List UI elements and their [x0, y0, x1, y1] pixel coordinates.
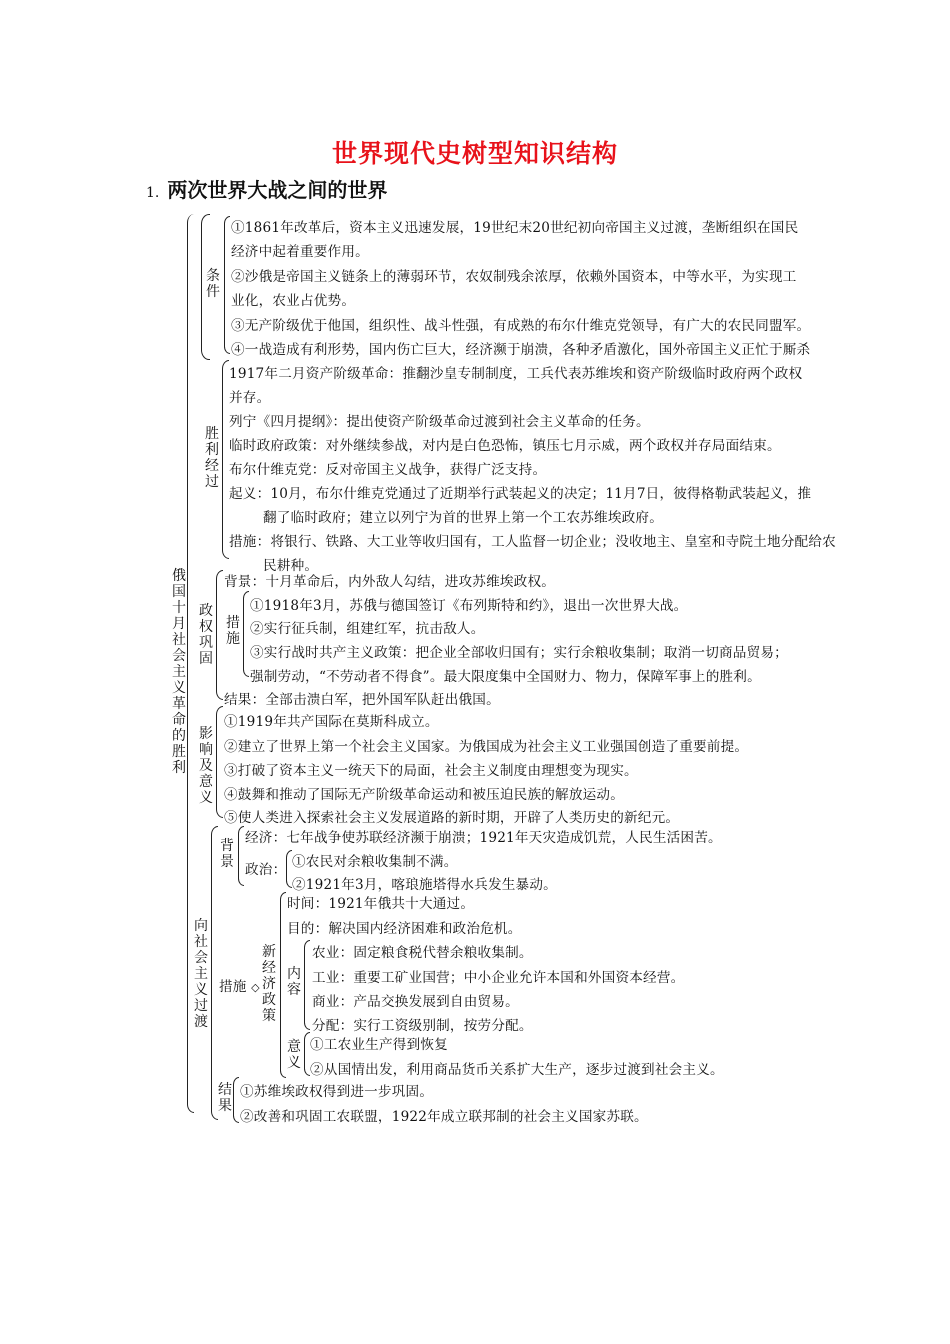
- significance-line-3: ③打破了资本主义一统天下的局面，社会主义制度由理想变为现实。: [224, 763, 638, 779]
- transition-measures-text: 措施: [219, 979, 247, 995]
- victory-line-1: 1917年二月资产阶级革命：推翻沙皇专制制度，工兵代表苏维埃和资产阶级临时政府两个政权: [229, 366, 803, 382]
- nep-meaning-1: ①工农业生产得到恢复: [310, 1037, 448, 1053]
- consolidation-measure-1: ①1918年3月，苏俄与德国签订《布列斯特和约》，退出一次世界大战。: [250, 598, 688, 614]
- conditions-line-4: 业化，农业占优势。: [231, 293, 356, 309]
- nep-meaning-label: 意义: [287, 1039, 301, 1071]
- consolidation-label: 政权巩固: [199, 603, 213, 667]
- victory-line-6: 起义：10月，布尔什维克党通过了近期举行武装起义的决定；11月7日，彼得格勒武装起义，推: [229, 486, 812, 502]
- victory-label: 胜利经过: [205, 426, 219, 490]
- transition-background-bracket: [238, 826, 244, 886]
- arrow-right-icon: ◇: [251, 981, 260, 994]
- conditions-line-2: 经济中起着重要作用。: [231, 244, 369, 260]
- significance-line-2: ②建立了世界上第一个社会主义国家。为俄国成为社会主义工业强国创造了重要前提。: [224, 739, 749, 755]
- nep-content-2: 工业：重要工矿业国营；中小企业允许本国和外国资本经营。: [312, 970, 685, 986]
- transition-result-1: ①苏维埃政权得到进一步巩固。: [240, 1084, 434, 1100]
- significance-line-5: ⑤使人类进入探索社会主义发展道路的新时期，开辟了人类历史的新纪元。: [224, 810, 680, 826]
- nep-content-3: 商业：产品交换发展到自由贸易。: [312, 994, 519, 1010]
- consolidation-background: 背景：十月革命后，内外敌人勾结，进攻苏维埃政权。: [224, 574, 556, 590]
- consolidation-bracket: [216, 570, 223, 700]
- nep-content-label: 内容: [287, 966, 301, 998]
- nep-purpose: 目的：解决国内经济困难和政治危机。: [287, 921, 522, 937]
- transition-background-label: 背景: [220, 838, 234, 870]
- section-number: 1.: [146, 185, 160, 201]
- nep-time: 时间：1921年俄共十大通过。: [287, 896, 475, 912]
- conditions-label: 条件: [206, 268, 220, 300]
- section-heading: [146, 174, 387, 203]
- victory-line-4: 临时政府政策：对外继续参战，对内是白色恐怖，镇压七月示威，两个政权并存局面结束。: [229, 438, 781, 454]
- transition-result-2: ②改善和巩固工农联盟，1922年成立联邦制的社会主义国家苏联。: [240, 1109, 648, 1125]
- transition-bracket: [211, 826, 218, 1120]
- conditions-line-3: ②沙俄是帝国主义链条上的薄弱环节，农奴制残余浓厚，依赖外国资本，中等水平，为实现工: [231, 269, 797, 285]
- transition-measures-label: [219, 975, 260, 995]
- victory-line-8: 措施：将银行、铁路、大工业等收归国有，工人监督一切企业；没收地主、皇室和寺院土地分配给农: [229, 534, 836, 550]
- significance-bracket: [216, 706, 223, 818]
- consolidation-result: 结果：全部击溃白军，把外国军队赶出俄国。: [224, 692, 500, 708]
- transition-politics-1: ①农民对余粮收集制不满。: [292, 854, 458, 870]
- victory-line-9: 民耕种。: [263, 558, 319, 574]
- significance-line-1: ①1919年共产国际在莫斯科成立。: [224, 714, 439, 730]
- page-title: 世界现代史树型知识结构: [331, 139, 618, 168]
- transition-result-label: 结果: [218, 1082, 232, 1114]
- conditions-line-1: ①1861年改革后，资本主义迅速发展，19世纪末20世纪初向帝国主义过渡，垄断组织在国民: [231, 220, 799, 236]
- consolidation-measure-4: 强制劳动，“不劳动者不得食”。最大限度集中全国财力、物力，保障军事上的胜利。: [250, 669, 761, 685]
- transition-politics-2: ②1921年3月，喀琅施塔得水兵发生暴动。: [292, 877, 557, 893]
- victory-line-5: 布尔什维克党：反对帝国主义战争，获得广泛支持。: [229, 462, 547, 478]
- transition-economy: 经济：七年战争使苏联经济濒于崩溃；1921年天灾造成饥荒，人民生活困苦。: [245, 830, 722, 846]
- victory-bracket: [222, 360, 229, 559]
- victory-line-7: 翻了临时政府；建立以列宁为首的世界上第一个工农苏维埃政府。: [263, 510, 664, 526]
- nep-content-1: 农业：固定粮食税代替余粮收集制。: [312, 945, 533, 961]
- conditions-inner-bracket: [224, 216, 230, 354]
- nep-content-bracket: [304, 940, 310, 1030]
- victory-line-2: 并存。: [229, 390, 271, 406]
- significance-label: 影响及意义: [199, 726, 213, 806]
- victory-line-3: 列宁《四月提纲》：提出使资产阶级革命过渡到社会主义革命的任务。: [229, 414, 650, 430]
- consolidation-measures-label: 措施: [226, 615, 240, 647]
- section-label: 两次世界大战之间的世界: [167, 178, 388, 202]
- transition-label: 向社会主义过渡: [194, 918, 208, 1030]
- transition-politics-label: 政治：: [245, 862, 287, 878]
- root-label: 俄国十月社会主义革命的胜利: [172, 568, 186, 776]
- transition-result-bracket: [233, 1077, 239, 1123]
- consolidation-measure-3: ③实行战时共产主义政策：把企业全部收归国有；实行余粮收集制；取消一切商品贸易；: [250, 645, 788, 661]
- consolidation-measures-bracket: [243, 591, 249, 677]
- conditions-line-5: ③无产阶级优于他国，组织性、战斗性强，有成熟的布尔什维克党领导，有广大的农民同盟军。: [231, 318, 811, 334]
- consolidation-measure-2: ②实行征兵制，组建红军，抗击敌人。: [250, 621, 485, 637]
- significance-line-4: ④鼓舞和推动了国际无产阶级革命运动和被压迫民族的解放运动。: [224, 787, 625, 803]
- nep-meaning-2: ②从国情出发，利用商品货币关系扩大生产，逐步过渡到社会主义。: [310, 1062, 724, 1078]
- nep-label: 新经济政策: [262, 944, 276, 1024]
- conditions-line-6: ④一战造成有利形势，国内伤亡巨大，经济濒于崩溃，各种矛盾激化，国外帝国主义正忙于厮杀: [231, 342, 811, 358]
- nep-content-4: 分配：实行工资级别制，按劳分配。: [312, 1018, 533, 1034]
